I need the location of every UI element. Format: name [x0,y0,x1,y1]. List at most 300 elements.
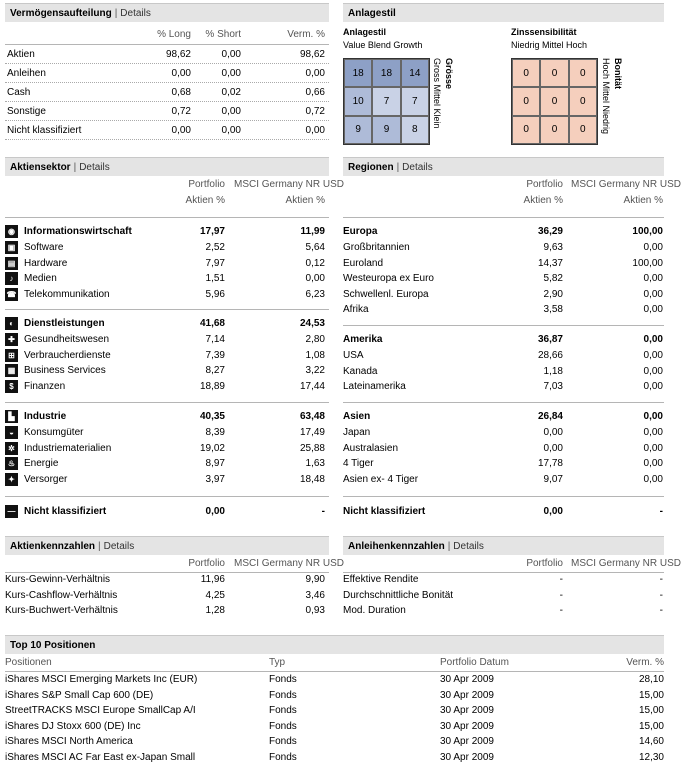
region-label: 4 Tiger [343,458,374,469]
bond-style-cell: 0 [512,59,540,87]
equity-ratios-col-portfolio: Portfolio [188,558,225,569]
sector-unit-benchmark: Aktien % [285,195,325,206]
asset-allocation-details-link[interactable]: Details [120,7,151,19]
sector-benchmark: 17,49 [299,427,325,438]
sector-portfolio: 18,89 [199,380,225,392]
asset-short: 0,00 [221,106,241,117]
region-label: Kanada [343,365,378,377]
asset-short: 0,02 [221,87,241,98]
top10-col-date: Portfolio Datum [440,657,509,668]
equity-style-cell: 10 [344,87,372,115]
sector-group-label: Informationswirtschaft [24,226,132,237]
sector-benchmark: 1,08 [305,349,325,361]
sector-benchmark: 3,22 [305,365,325,376]
asset-label: Aktien [7,49,35,60]
top10-row[interactable] [5,751,664,765]
asset-net: 0,72 [305,106,325,117]
equity-style-cell: 18 [372,59,400,87]
media-icon: ♪ [5,272,18,285]
bulb-icon: ✦ [5,473,18,486]
region-unclassified-portfolio: 0,00 [543,506,563,517]
asset-label: Anleihen [7,68,46,79]
asset-allocation-row [5,67,329,81]
asset-short: 0,00 [221,49,241,60]
sector-group-benchmark: 24,53 [299,318,325,329]
equity-size-labels: Gross Mittel Klein [432,58,442,129]
phone-icon: ☎ [6,289,17,299]
region-benchmark: 0,00 [643,273,663,284]
region-benchmark: 0,00 [643,242,663,253]
sector-label: Business Services [24,365,106,376]
region-benchmark: 0,00 [643,458,663,469]
region-row[interactable] [343,303,664,317]
region-unclassified-row[interactable] [343,505,664,519]
equity-ratio-benchmark: 9,90 [305,574,325,585]
sector-unclassified-row[interactable] [5,505,329,519]
region-portfolio: 0,00 [543,442,563,454]
sector-benchmark: 18,48 [299,473,325,485]
sector-row[interactable] [5,426,329,440]
sector-unclassified-portfolio: 0,00 [205,506,225,517]
sector-col-portfolio: Portfolio [188,179,225,190]
region-benchmark: 0,00 [643,381,663,392]
sector-title: Aktiensektor [10,161,71,173]
asset-allocation-panel [5,3,329,143]
region-title: Regionen [348,161,394,173]
group-divider [5,309,329,310]
bond-ratio-portfolio: - [559,605,563,616]
asset-long: 0,72 [171,106,191,117]
region-column-headers [343,178,681,192]
region-group-portfolio: 36,87 [537,334,563,345]
bond-style-cell: 0 [540,116,568,144]
region-group-row[interactable] [343,333,664,347]
asset-allocation-column-headers [5,28,329,42]
region-portfolio: 9,63 [543,242,563,253]
region-label: USA [343,350,364,361]
asset-net: 0,66 [305,87,325,98]
bond-ratio-label: Mod. Duration [343,605,406,616]
sector-row[interactable] [5,333,329,347]
col-net: Verm. % [287,29,325,40]
equity-style-cell: 8 [401,116,429,144]
region-panel [343,157,681,527]
top10-name: iShares MSCI AC Far East ex-Japan Small [5,751,196,763]
region-benchmark: 0,00 [643,442,663,454]
bond-style-cell: 0 [512,87,540,115]
equity-ratio-portfolio: 4,25 [205,589,225,601]
region-portfolio: 7,03 [543,381,563,392]
sector-benchmark: 0,00 [305,273,325,284]
sector-unit-portfolio: Aktien % [185,195,225,206]
asset-label: Nicht klassifiziert [7,125,82,136]
region-details-link[interactable]: Details [402,161,433,173]
top10-row[interactable] [5,735,664,749]
sector-label: Energie [24,458,59,469]
top10-type: Fonds [269,720,297,732]
row-divider [5,120,329,121]
sector-label: Finanzen [24,380,66,392]
group-divider [343,325,664,326]
region-label: Lateinamerika [343,381,406,392]
bond-ratios-title: Anleihenkennzahlen [348,540,445,552]
sector-benchmark: 1,63 [305,458,325,469]
region-group-label: Amerika [343,334,383,345]
sector-row[interactable] [5,473,329,487]
top10-col-weight: Verm. % [626,657,664,668]
bond-ratio-row [343,589,664,603]
asset-short: 0,00 [221,68,241,79]
bond-ratio-row [343,573,664,587]
sector-row[interactable] [5,241,329,255]
sector-group-benchmark: 11,99 [300,226,325,237]
region-label: Westeuropa ex Euro [343,273,434,284]
bond-style-cell: 0 [540,59,568,87]
bond-ratio-benchmark: - [659,574,663,585]
region-group-benchmark: 0,00 [643,334,663,345]
eye-icon: ◉ [5,225,18,238]
region-row[interactable] [343,288,664,302]
sector-portfolio: 7,97 [205,257,225,269]
sector-panel [5,157,345,527]
region-label: Euroland [343,257,384,269]
equity-style-title: Anlagestil [343,27,387,37]
sector-label: Industriematerialien [24,442,112,454]
top10-weight: 15,00 [638,689,664,701]
top10-name: iShares DJ Stoxx 600 (DE) Inc [5,720,141,732]
equity-ratio-label: Kurs-Gewinn-Verhältnis [5,574,111,585]
equity-ratio-portfolio: 1,28 [205,605,225,616]
bond-ratios-col-benchmark: MSCI Germany NR USD [571,558,681,569]
asset-allocation-header: Vermögensaufteilung | Details [5,3,329,22]
minus-icon: — [5,505,18,518]
top10-row[interactable] [5,704,664,718]
top10-type: Fonds [269,705,297,716]
sector-row[interactable] [5,442,329,456]
top10-date: 30 Apr 2009 [440,705,494,716]
equity-ratios-details-link[interactable]: Details [103,540,135,552]
bond-ratios-col-portfolio: Portfolio [526,558,563,569]
group-divider [343,496,664,497]
asset-label: Cash [7,87,31,98]
asset-long: 98,62 [165,49,191,60]
region-row[interactable] [343,257,664,271]
equity-ratio-row [5,604,329,618]
sector-benchmark: 17,44 [299,380,325,392]
sector-benchmark: 25,88 [299,442,325,454]
top10-column-headers [5,656,664,670]
top10-date: 30 Apr 2009 [440,720,494,732]
region-row[interactable] [343,272,664,286]
region-header: Regionen | Details [343,157,664,176]
sector-benchmark: 5,64 [305,242,325,253]
group-divider [5,402,329,403]
sector-unclassified-benchmark: - [321,506,325,517]
top10-row[interactable] [5,673,664,687]
equity-style-cell: 7 [401,87,429,115]
region-label: Großbritannien [343,242,410,253]
bond-style-cell: 0 [569,87,597,115]
region-row[interactable] [343,349,664,363]
sector-row[interactable] [5,288,329,302]
region-benchmark: 100,00 [632,257,663,269]
equity-style-cell: 14 [401,59,429,87]
style-box-title: Anlagestil [348,7,396,19]
region-portfolio: 3,58 [543,304,563,315]
software-icon: ▣ [5,241,18,254]
service-icon: ◐ [5,317,18,330]
region-group-row[interactable] [343,410,664,424]
region-row[interactable] [343,442,664,456]
region-label: Japan [343,427,371,438]
top10-name: iShares MSCI North America [5,736,133,747]
equity-style-cell: 9 [372,116,400,144]
top10-row[interactable] [5,689,664,703]
bond-ratios-header: Anleihenkennzahlen | Details [343,536,664,555]
asset-net: 0,00 [305,68,325,79]
factory-icon: ▙ [5,410,18,423]
region-row[interactable] [343,380,664,394]
region-col-portfolio: Portfolio [526,179,563,190]
sector-group-label: Industrie [24,411,67,422]
gear-icon: ✲ [5,442,18,455]
sector-unclassified-label: Nicht klassifiziert [24,506,107,517]
sector-group-portfolio: 17,97 [199,226,225,237]
equity-size-title: Grösse [444,58,454,90]
region-portfolio: 5,82 [543,273,563,284]
region-benchmark: 0,00 [643,473,663,485]
bond-ratios-column-headers [343,557,681,571]
row-divider [5,101,329,102]
hardware-icon: ▤ [5,257,18,270]
region-portfolio: 2,90 [543,288,563,300]
sector-group-row[interactable] [5,410,329,424]
region-group-label: Asien [343,411,371,422]
asset-net: 98,62 [299,49,325,60]
sector-row[interactable] [5,257,329,271]
bond-style-cell: 0 [540,87,568,115]
equity-style-grid [343,58,430,145]
region-row[interactable] [343,241,664,255]
sector-portfolio: 8,27 [205,365,225,376]
group-divider [5,217,329,218]
sector-col-benchmark: MSCI Germany NR USD [234,179,345,190]
sector-benchmark: 6,23 [305,288,325,300]
region-portfolio: 17,78 [537,458,563,469]
top10-weight: 15,00 [638,705,664,716]
sector-label: Telekommunikation [24,288,110,300]
top10-type: Fonds [269,736,297,747]
region-benchmark: 0,00 [643,365,663,377]
sector-label: Software [24,242,64,253]
asset-label: Sonstige [7,106,46,117]
region-row[interactable] [343,473,664,487]
bond-ratio-portfolio: - [559,574,563,585]
sector-details-link[interactable]: Details [79,161,110,173]
top10-title: Top 10 Positionen [10,639,96,651]
sector-group-benchmark: 63,48 [299,411,325,422]
asset-allocation-row [5,105,329,119]
equity-ratios-title: Aktienkennzahlen [10,540,96,552]
region-benchmark: 0,00 [643,350,663,361]
sector-row[interactable] [5,349,329,363]
sector-label: Hardware [24,257,68,269]
sector-label: Konsumgüter [24,427,84,438]
sector-portfolio: 2,52 [205,242,225,253]
region-group-portfolio: 36,29 [537,226,563,237]
sector-portfolio: 1,51 [205,273,225,284]
asset-allocation-row [5,86,329,100]
region-row[interactable] [343,365,664,379]
sector-portfolio: 8,39 [205,427,225,438]
equity-ratio-row [5,573,329,587]
equity-ratio-benchmark: 0,93 [305,605,325,616]
region-unit-benchmark: Aktien % [623,195,663,206]
top10-weight: 28,10 [638,674,664,685]
asset-long: 0,68 [171,87,191,98]
bond-ratio-portfolio: - [559,589,563,601]
top10-name: iShares MSCI Emerging Markets Inc (EUR) [5,674,198,685]
sector-portfolio: 19,02 [199,442,225,454]
sector-row[interactable] [5,272,329,286]
equity-style-columns: Value Blend Growth [343,40,423,50]
bond-credit-labels: Hoch Mittel Niedrig [601,58,611,135]
region-unclassified-label: Nicht klassifiziert [343,506,426,517]
equity-ratios-col-benchmark: MSCI Germany NR USD [234,558,345,569]
group-divider [343,402,664,403]
asset-allocation-title: Vermögensaufteilung [10,7,112,19]
region-label: Schwellenl. Europa [343,288,429,300]
sector-header: Aktiensektor | Details [5,157,329,176]
bond-ratio-row [343,604,664,618]
asset-long: 0,00 [171,68,191,79]
asset-long: 0,00 [171,125,191,136]
bond-ratio-benchmark: - [659,605,663,616]
region-benchmark: 0,00 [643,304,663,315]
top10-date: 30 Apr 2009 [440,674,494,685]
bond-credit-title: Bonität [613,58,623,89]
region-unclassified-benchmark: - [659,506,663,517]
sector-benchmark: 0,12 [305,257,325,269]
sector-portfolio: 8,97 [205,458,225,469]
region-group-benchmark: 0,00 [643,411,663,422]
equity-style-cell: 7 [372,87,400,115]
style-box-header [343,3,664,22]
region-label: Afrika [343,304,369,315]
sector-label: Medien [24,273,57,284]
asset-net: 0,00 [305,125,325,136]
top10-date: 30 Apr 2009 [440,736,494,747]
region-unit-portfolio: Aktien % [523,195,563,206]
health-icon: ✚ [5,333,18,346]
region-benchmark: 0,00 [643,427,663,438]
equity-style-cell: 18 [344,59,372,87]
sector-row[interactable] [5,457,329,471]
bond-style-grid [511,58,598,145]
top10-date: 30 Apr 2009 [440,751,494,763]
top10-date: 30 Apr 2009 [440,689,494,701]
asset-allocation-row [5,48,329,62]
region-group-portfolio: 26,84 [537,411,563,422]
region-col-benchmark: MSCI Germany NR USD [571,179,681,190]
bond-style-cell: 0 [569,116,597,144]
bond-style-cell: 0 [512,116,540,144]
sector-unit-headers [5,194,329,208]
region-row[interactable] [343,426,664,440]
asset-allocation-row [5,124,329,138]
equity-style-cell: 9 [344,116,372,144]
sector-label: Verbraucherdienste [24,349,111,361]
equity-ratio-label: Kurs-Cashflow-Verhältnis [5,589,118,601]
region-group-label: Europa [343,226,378,237]
bond-style-columns: Niedrig Mittel Hoch [511,40,588,50]
equity-ratios-header: Aktienkennzahlen | Details [5,536,329,555]
sector-column-headers [5,178,345,192]
top10-col-name: Positionen [5,657,52,668]
top10-weight: 15,00 [638,720,664,732]
region-portfolio: 28,66 [537,350,563,361]
region-group-row[interactable] [343,225,664,239]
style-box-panel [343,3,664,143]
bond-style-cell: 0 [569,59,597,87]
sector-portfolio: 7,39 [205,349,225,361]
equity-ratio-portfolio: 11,96 [200,574,225,585]
sector-label: Versorger [24,473,68,485]
col-long: % Long [157,29,191,40]
top10-row[interactable] [5,720,664,734]
sector-portfolio: 5,96 [205,288,225,300]
region-unit-headers [343,194,664,208]
business-icon: ▦ [5,364,18,377]
equity-ratios-panel [5,536,345,622]
sector-row[interactable] [5,380,329,394]
region-portfolio: 1,18 [543,365,563,377]
sector-group-portfolio: 40,35 [199,411,225,422]
equity-ratio-benchmark: 3,46 [305,589,325,601]
region-group-benchmark: 100,00 [632,226,663,237]
sector-label: Gesundheitswesen [24,334,110,345]
equity-ratio-label: Kurs-Buchwert-Verhältnis [5,605,118,616]
row-divider [5,82,329,83]
top10-header [5,635,664,654]
region-row[interactable] [343,457,664,471]
region-benchmark: 0,00 [643,288,663,300]
top10-type: Fonds [269,674,297,685]
bond-ratios-panel [343,536,681,622]
sector-row[interactable] [5,364,329,378]
sector-group-row[interactable] [5,225,329,239]
region-portfolio: 9,07 [543,473,563,485]
col-short: % Short [205,29,241,40]
sector-portfolio: 3,97 [205,473,225,485]
region-portfolio: 0,00 [543,427,563,438]
region-label: Asien ex- 4 Tiger [343,473,419,485]
top10-name: StreetTRACKS MSCI Europe SmallCap A/I [5,705,196,716]
flame-icon: ♨ [5,457,18,470]
top10-type: Fonds [269,751,297,763]
car-icon: ◒ [5,426,18,439]
group-divider [343,217,664,218]
row-divider [5,139,329,140]
sector-group-row[interactable] [5,317,329,331]
sector-portfolio: 7,14 [205,334,225,345]
region-portfolio: 14,37 [537,257,563,269]
top10-col-type: Typ [269,657,286,668]
bond-ratios-details-link[interactable]: Details [453,540,484,552]
row-divider [5,63,329,64]
top10-weight: 12,30 [638,751,664,763]
equity-ratios-column-headers [5,557,345,571]
